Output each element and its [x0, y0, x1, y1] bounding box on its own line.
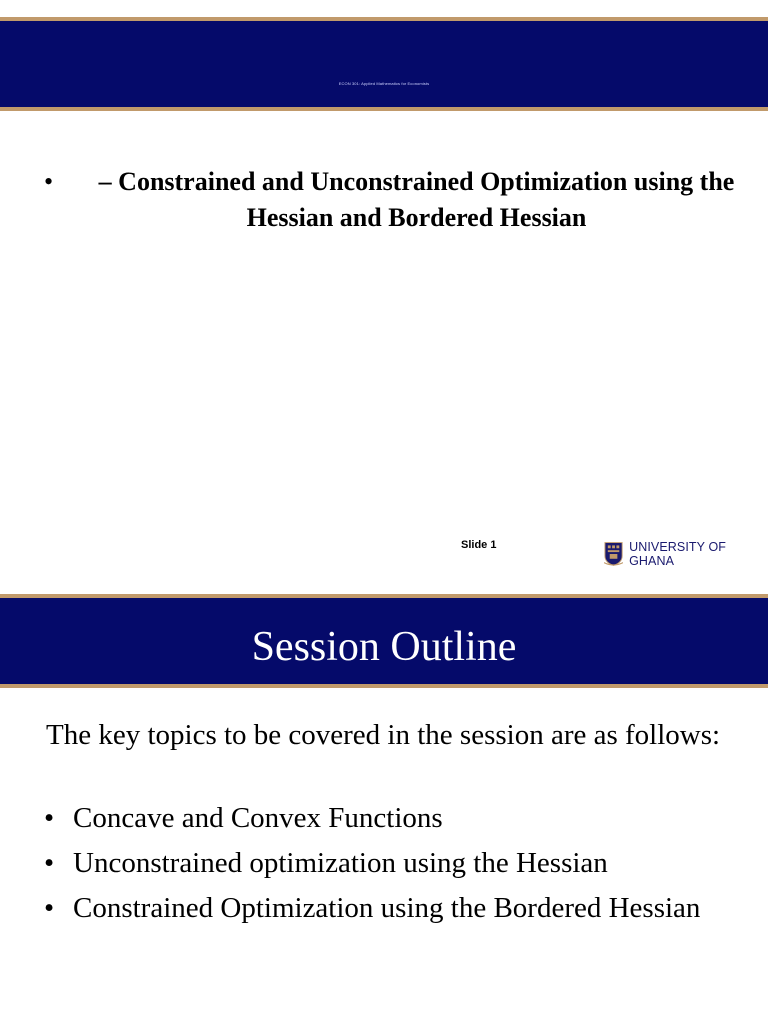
topic-text: Unconstrained optimization using the Hessian — [73, 847, 608, 879]
university-crest-icon — [604, 541, 623, 567]
bullet-icon: • — [44, 847, 55, 879]
topic-text: Constrained Optimization using the Bordered Hessian — [73, 892, 701, 924]
list-item — [44, 844, 746, 882]
university-name: UNIVERSITY OF GHANA — [629, 540, 727, 568]
course-code: ECON 301: Applied Mathematics for Economists — [338, 81, 430, 86]
slide-2 — [0, 583, 768, 1024]
bullet-icon: • — [44, 167, 54, 196]
list-item — [44, 799, 746, 837]
slide-title: – Constrained and Unconstrained Optimization using the Hessian and Bordered Hessian — [98, 167, 735, 232]
university-logo — [604, 540, 768, 568]
header-band — [0, 17, 768, 111]
bullet-icon: • — [44, 892, 55, 924]
slide-title-item — [44, 164, 760, 236]
bullet-icon: • — [44, 802, 55, 834]
topic-text: Concave and Convex Functions — [73, 802, 443, 834]
section-title: Session Outline — [251, 624, 517, 670]
slide-number: Slide 1 — [461, 539, 497, 551]
list-item — [44, 889, 746, 927]
intro-text: The key topics to be covered in the session are as follows: — [46, 719, 721, 751]
